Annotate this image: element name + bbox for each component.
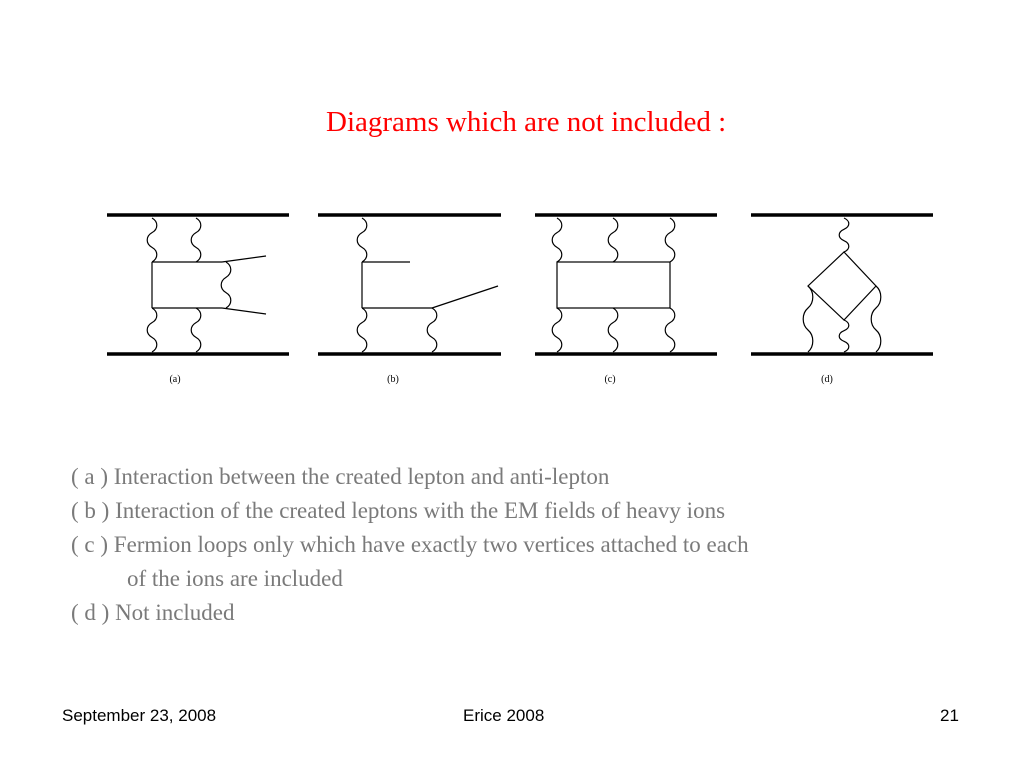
footer-page-number: 21 [940,706,959,725]
diagram-d-photon [803,286,813,352]
diagram-c-photon [665,218,675,262]
diagram-a-lepton-line [222,256,266,262]
diagram-a-photon [147,308,157,352]
diagram-a-photon [147,218,157,262]
diagram-a-exchange-photon [221,262,231,308]
diagram-caption-b: (b) [387,374,399,385]
diagram-d-photon [839,218,849,252]
diagram-caption-c: (c) [604,374,616,385]
diagram-c-photon [665,308,675,352]
footer-event: Erice 2008 [463,706,545,725]
slide-title: Diagrams which are not included : [326,106,727,138]
diagram-d-photon [871,286,881,352]
diagram-b-photon [357,218,367,262]
diagram-c-fermion-loop [557,262,670,308]
diagram-caption-a: (a) [169,374,181,385]
diagram-d-fermion-loop [808,252,876,320]
diagram-a-photon [191,218,201,262]
diagram-b-photon [427,308,437,352]
diagram-d-photon [839,320,849,352]
note-b: ( b ) Interaction of the created leptons with the EM fields of heavy ions [71,498,726,523]
diagram-a-photon [191,308,201,352]
diagram-b-lepton-line [432,286,498,308]
diagram-c-photon [552,308,562,352]
diagram-b-photon [357,308,367,352]
note-a: ( a ) Interaction between the created lepton and anti-lepton [71,464,610,489]
footer-date: September 23, 2008 [62,706,217,725]
note-c-continued: of the ions are included [127,566,343,591]
note-d: ( d ) Not included [71,600,235,625]
note-c: ( c ) Fermion loops only which have exactly two vertices attached to each [71,532,749,557]
diagram-c-photon [552,218,562,262]
diagram-c-photon [608,218,618,262]
diagram-c-photon [608,308,618,352]
diagram-caption-d: (d) [821,374,833,385]
diagram-a-lepton-line [222,308,266,314]
notes-list [71,460,749,630]
